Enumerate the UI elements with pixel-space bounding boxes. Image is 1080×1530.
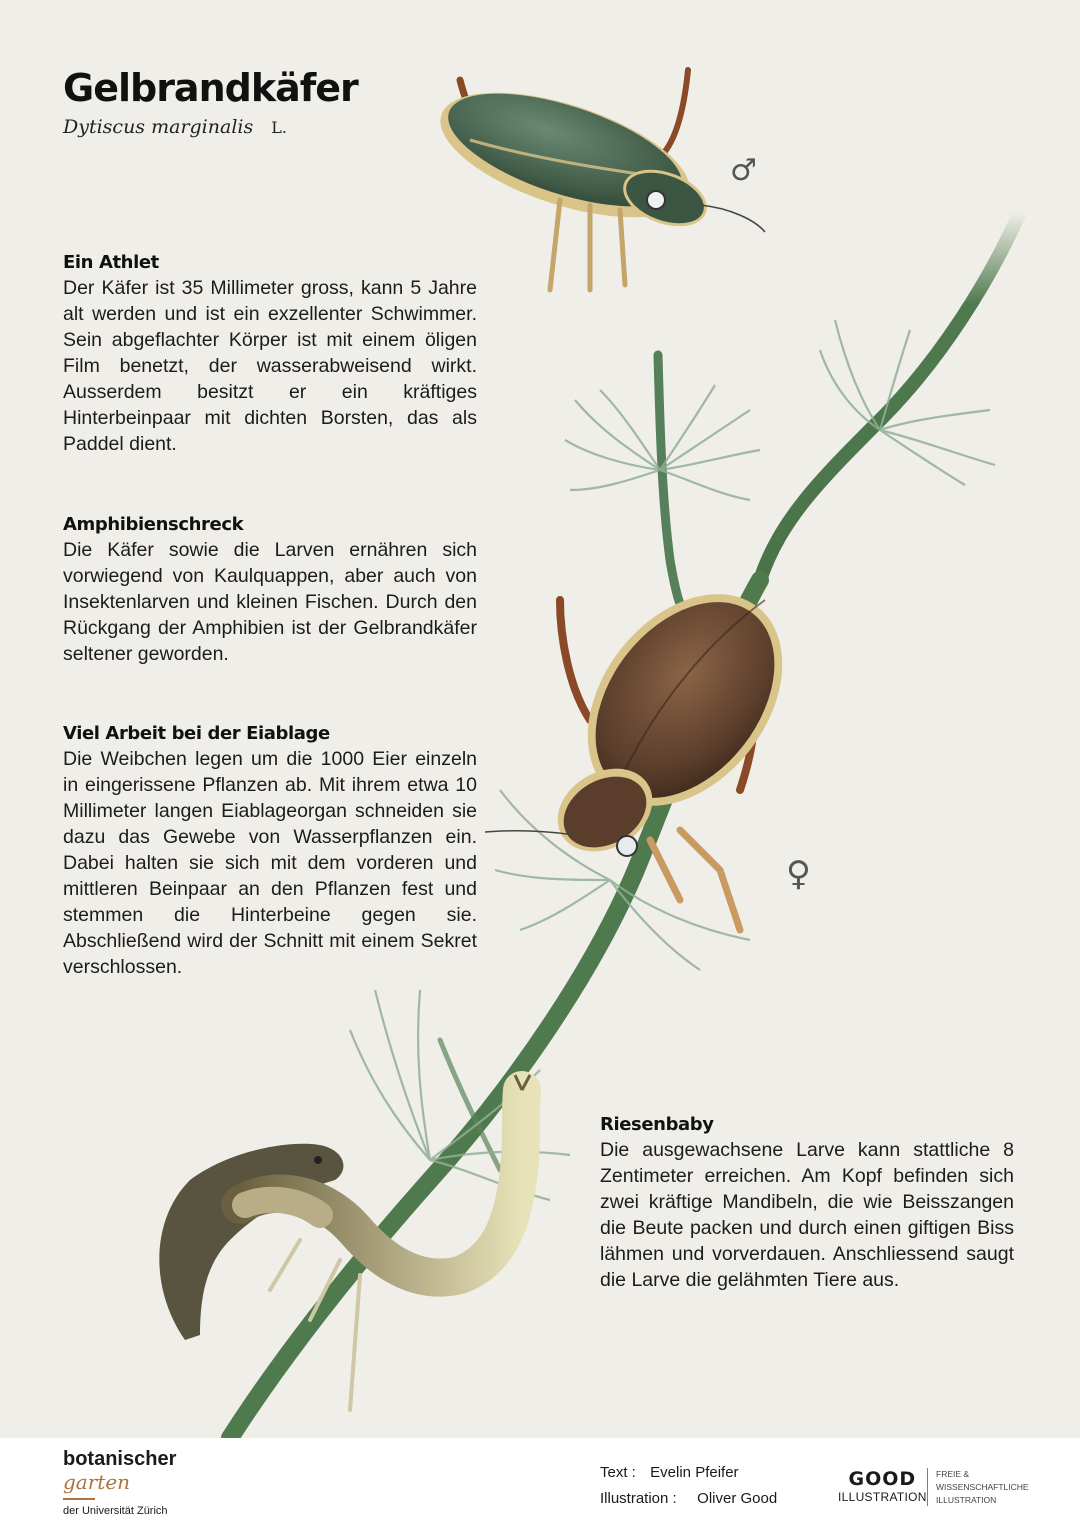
garden-logo-line3: der Universität Zürich bbox=[63, 1505, 168, 1517]
good-illustration-logo bbox=[838, 1468, 927, 1504]
garden-logo-divider bbox=[63, 1498, 95, 1500]
section-text: Die Weibchen legen um die 1000 Eier einzeln in eingerissene Pflanzen ab. Mit ihrem etwa 10 Millimeter langen Eiablageorgan schneiden sie dazu das Gewebe von Wasserpflanzen ein. Dabei halten sie sich mit dem vorderen und mittleren Beinpaar an den Pflanzen fest und stemmen die Hinterbeine gegen sie. Abschließend wird der Schnitt mit einem Sekret verschlossen. bbox=[63, 748, 477, 978]
garden-logo-line2: garten bbox=[63, 1470, 131, 1494]
section-heading: Ein Athlet bbox=[63, 252, 159, 273]
good-logo-divider bbox=[927, 1468, 928, 1506]
good-tagline bbox=[936, 1468, 1032, 1507]
section-text: Die Käfer sowie die Larven ernähren sich vorwiegend von Kaulquappen, aber auch von Insektenlarven und kleinen Fischen. Durch den Rückgang der Amphibien ist der Gelbrandkäfer seltener geworden. bbox=[63, 539, 477, 665]
section-amphibienschreck bbox=[63, 514, 477, 667]
section-heading: Viel Arbeit bei der Eiablage bbox=[63, 723, 330, 744]
species-name: Dytiscus marginalis bbox=[63, 116, 254, 138]
illustration-credit-label: Illustration : bbox=[600, 1490, 677, 1507]
garden-logo-line1: botanischer bbox=[63, 1448, 177, 1470]
female-symbol: ♀ bbox=[786, 854, 811, 894]
section-ein-athlet bbox=[63, 252, 477, 457]
illustration-credit bbox=[600, 1490, 777, 1507]
good-tagline-line2: WISSENSCHAFTLICHE bbox=[936, 1482, 1029, 1492]
section-heading: Riesenbaby bbox=[600, 1114, 714, 1135]
section-eiablage bbox=[63, 723, 477, 980]
good-tagline-line3: ILLUSTRATION bbox=[936, 1495, 997, 1505]
female-beetle bbox=[485, 557, 822, 930]
page-title: Gelbrandkäfer bbox=[63, 66, 358, 110]
good-logo-subtitle: ILLUSTRATION bbox=[838, 1490, 927, 1504]
section-heading: Amphibienschreck bbox=[63, 514, 244, 535]
good-tagline-line1: FREIE & bbox=[936, 1469, 970, 1479]
section-riesenbaby bbox=[600, 1114, 1014, 1293]
species-author: L. bbox=[271, 118, 287, 137]
section-text: Der Käfer ist 35 Millimeter gross, kann 5 Jahre alt werden und ist ein exzellenter Schwimmer. Sein abgeflachter Körper ist mit einem öligen Film benetzt, der wasserabweisend wirkt. Ausserdem besitzt er ein kräftiges Hinterbeinpaar mit dichten Borsten, das als Paddel dient. bbox=[63, 277, 477, 455]
male-symbol: ♂ bbox=[730, 153, 757, 188]
illustration-credit-author: Oliver Good bbox=[697, 1490, 778, 1507]
footer bbox=[0, 1438, 1080, 1530]
text-credit-label: Text : bbox=[600, 1464, 636, 1481]
text-credit-author: Evelin Pfeifer bbox=[650, 1464, 739, 1481]
section-text: Die ausgewachsene Larve kann stattliche 8 Zentimeter erreichen. Am Kopf befinden sich zwei kräftige Mandibeln, die wie Beisszangen die Beute packen und durch einen giftigen Biss lähmen und vorverdauen. Anschliessend saugt die Larve die gelähmten Tiere aus. bbox=[600, 1139, 1014, 1291]
text-credit bbox=[600, 1464, 739, 1481]
scientific-name bbox=[63, 116, 287, 138]
good-logo-wordmark: GOOD bbox=[848, 1468, 917, 1490]
